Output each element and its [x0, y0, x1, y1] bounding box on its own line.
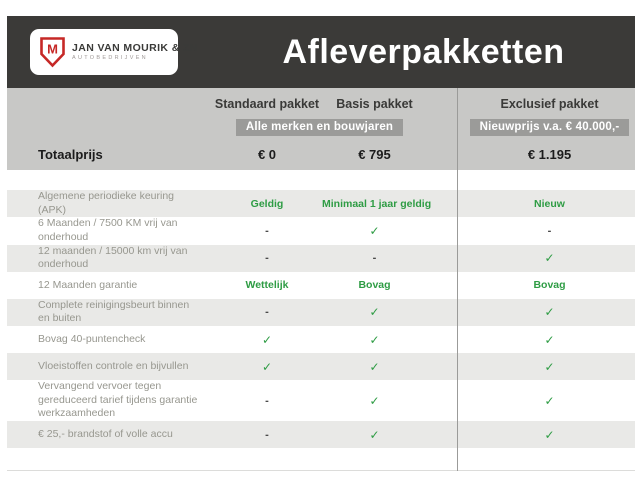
cell-basis: ✓: [369, 393, 380, 408]
cell-exclusief: ✓: [544, 251, 555, 266]
dealer-logo: [30, 29, 198, 75]
cell-standaard: ✓: [261, 332, 273, 347]
feature-label: 12 Maanden garantie: [38, 278, 138, 291]
feature-label: Vloeistoffen controle en bijvullen: [38, 359, 189, 372]
table-row: [7, 326, 635, 353]
price-basis: € 795: [358, 147, 391, 162]
cell-basis: Bovag: [358, 279, 391, 292]
total-price-label: Totaalprijs: [38, 147, 103, 162]
cell-basis: ✓: [369, 359, 380, 374]
page-title: Afleverpakketten: [282, 32, 565, 71]
totals-row: [7, 139, 635, 170]
cell-standaard: -: [265, 252, 269, 265]
feature-label: Bovag 40-puntencheck: [38, 332, 146, 345]
table-row: [7, 299, 635, 326]
column-separator-line: [457, 88, 458, 471]
price-exclusief: € 1.195: [527, 147, 572, 162]
table-row: [7, 421, 635, 448]
cell-exclusief: ✓: [544, 427, 555, 442]
header-gap: [7, 170, 635, 190]
table-row: [7, 380, 635, 421]
column-header-exclusief: Exclusief pakket: [500, 97, 599, 111]
cell-exclusief: ✓: [544, 305, 555, 320]
table-row: [7, 190, 635, 217]
shield-monogram-icon: [39, 36, 66, 68]
table-row: [7, 272, 635, 299]
feature-label: 6 Maanden / 7500 KM vrij van onderhoud: [38, 217, 178, 243]
cell-basis: ✓: [369, 305, 380, 320]
cell-basis: -: [372, 252, 377, 265]
cell-standaard: -: [265, 394, 269, 407]
cell-basis: ✓: [369, 427, 380, 442]
table-row: [7, 245, 635, 272]
feature-label: Vervangend vervoer tegen gereduceerd tarief tijdens garantie werkzaamheden: [38, 380, 198, 420]
cell-standaard: -: [265, 306, 269, 319]
feature-label: € 25,- brandstof of volle accu: [38, 427, 173, 440]
cell-standaard: Wettelijk: [245, 279, 289, 292]
cell-exclusief: Nieuw: [534, 197, 565, 210]
cell-standaard: ✓: [261, 359, 273, 374]
table-row: [7, 217, 635, 244]
cell-standaard: -: [265, 224, 269, 237]
dealer-name: JAN VAN MOURIK & ZN: [72, 41, 198, 54]
column-header-basis: Basis pakket: [336, 97, 413, 111]
right-banner: Nieuwprijs v.a. € 40.000,-: [470, 119, 630, 136]
feature-label: 12 maanden / 15000 km vrij van onderhoud: [38, 244, 188, 271]
price-standaard: € 0: [257, 147, 277, 162]
cell-basis: ✓: [369, 332, 380, 347]
column-header-standaard: Standaard pakket: [214, 97, 320, 111]
bottom-band: [7, 448, 635, 471]
table-row: [7, 353, 635, 380]
packages-table: [7, 88, 635, 471]
svg-text:M: M: [47, 41, 58, 57]
cell-exclusief: Bovag: [533, 279, 566, 292]
cell-basis: ✓: [369, 223, 380, 238]
table-header-section: [7, 88, 635, 170]
cell-exclusief: ✓: [544, 393, 555, 408]
cell-exclusief: -: [547, 224, 552, 237]
header-bar: [7, 16, 635, 88]
cell-basis: Minimaal 1 jaar geldig: [322, 197, 432, 210]
cell-standaard: -: [265, 428, 269, 441]
feature-label: Complete reinigingsbeurt binnen en buiten: [38, 298, 190, 325]
dealer-tagline: AUTOBEDRIJVEN: [72, 54, 148, 61]
left-banner: Alle merken en bouwjaren: [236, 119, 403, 136]
cell-exclusief: ✓: [544, 332, 555, 347]
cell-standaard: Geldig: [250, 197, 284, 210]
feature-label: Algemene periodieke keuring (APK): [38, 190, 175, 216]
cell-exclusief: ✓: [544, 359, 555, 374]
